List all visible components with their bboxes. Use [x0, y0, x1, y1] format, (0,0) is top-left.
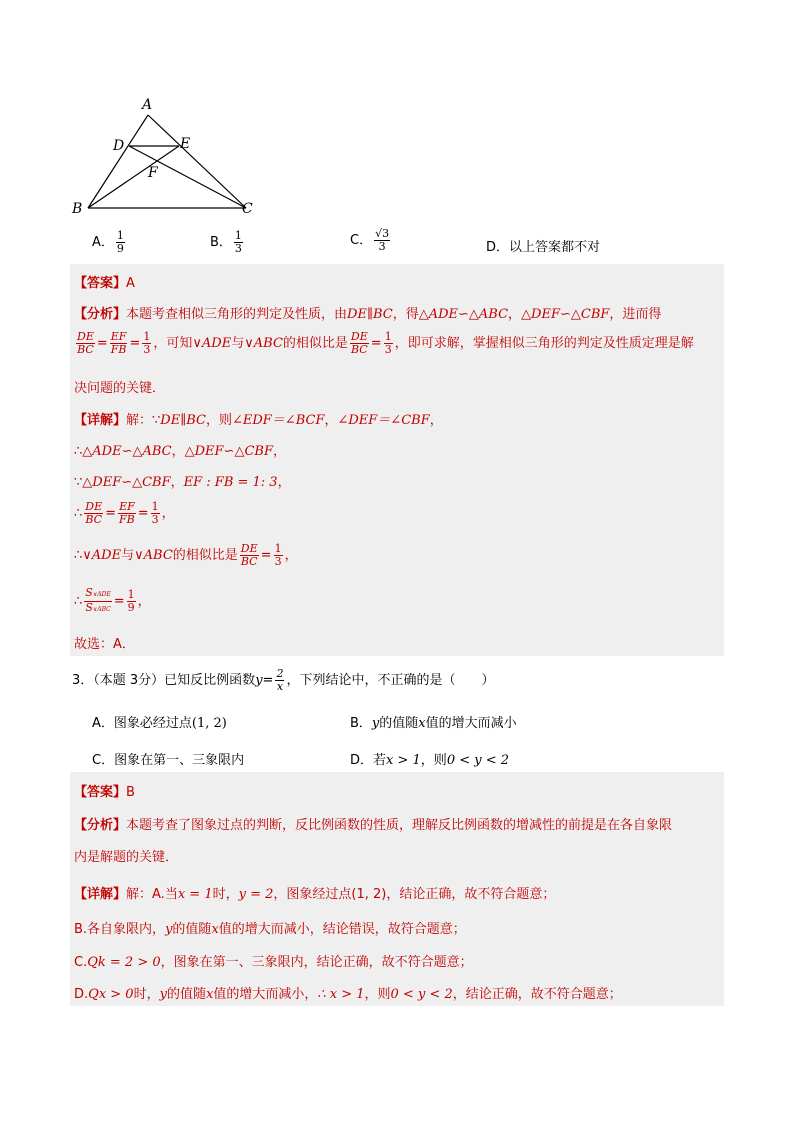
- label-e: E: [180, 136, 191, 152]
- q2-solution-box: [70, 264, 724, 656]
- q3-answer: 【答案】B: [74, 785, 135, 800]
- q3-detail-line4: D.Qx > 0时，y的值随x值的增大而减小，∴ x > 1，则0 < y < 2，结论正确，故不符合题意；: [74, 987, 622, 1002]
- q2-detail-line5: ∴∨ADE与∨ABC的相似比是 $\frac{DE}{BC}$ = $\frac{1}{3}$ ，: [74, 542, 298, 568]
- side-ab: [88, 115, 148, 208]
- triangle-figure: [60, 90, 280, 220]
- q2-analysis-line1: 【分析】本题考查相似三角形的判定及性质，由DE∥BC，得△ADE∽△ABC，△DEF∽△CBF，进而得: [74, 307, 662, 322]
- segment-dc: [129, 146, 246, 208]
- q2-detail-line3: ∵△DEF∽△CBF，EF : FB = 1: 3，: [74, 475, 291, 490]
- q2-detail-line4: ∴ $\frac{DE}{BC}$ = $\frac{EF}{FB}$ = $\frac{1}{3}$ ，: [74, 500, 175, 526]
- q2-detail-line1: 【详解】解：∵DE∥BC，则∠EDF＝∠BCF，∠DEF＝∠CBF，: [74, 413, 443, 428]
- q3-detail-line3: C.Qk = 2 > 0，图象在第一、三象限内，结论正确，故不符合题意；: [74, 955, 473, 970]
- q3-analysis-line2: 内是解题的关键．: [74, 850, 179, 865]
- side-ac: [148, 115, 246, 208]
- q2-option-c: C． $\frac{√3}{3}$: [350, 227, 390, 253]
- q3-analysis-line1: 【分析】本题考查了图象过点的判断，反比例函数的性质，理解反比例函数的增减性的前提是在各自象限: [74, 818, 673, 833]
- q3-stem: 3．（本题 3分）已知反比例函数y= $\frac{2}{x}$ ，下列结论中，不正确的是（ ）: [72, 667, 495, 693]
- q3-option-d: D．若x > 1，则0 < y < 2: [350, 753, 510, 768]
- q2-detail-line7: 故选：A．: [74, 637, 135, 652]
- label-a: A: [142, 97, 153, 113]
- q3-detail-line1: 【详解】解：A.当x = 1时，y = 2，图象经过点(1, 2)，结论正确，故不符合题意；: [74, 887, 556, 902]
- q3-option-a: A．图象必经过点(1, 2): [92, 716, 227, 731]
- q2-option-a: A． $\frac{1}{9}$: [92, 229, 124, 255]
- q2-option-d: D．以上答案都不对: [486, 240, 601, 255]
- label-f: F: [148, 165, 158, 181]
- q2-detail-line6: ∴ $\frac{\text{S∨ADE}}{\text{S∨ABC}}$ = $\frac{1}{9}$ ，: [74, 586, 151, 614]
- q3-option-b: B．y的值随x值的增大而减小: [350, 716, 517, 731]
- label-b: B: [72, 201, 83, 217]
- q2-detail-line2: ∴△ADE∽△ABC，△DEF∽△CBF，: [74, 444, 286, 459]
- segment-eb: [88, 146, 179, 208]
- label-d: D: [113, 138, 125, 154]
- label-c: C: [242, 201, 253, 217]
- q3-detail-line2: B.各自象限内，y的值随x值的增大而减小，结论错误，故符合题意；: [74, 922, 466, 937]
- q3-option-c: C．图象在第一、三象限内: [92, 753, 245, 768]
- q2-analysis-line3: 决问题的关键．: [74, 381, 166, 396]
- q2-option-b: B． $\frac{1}{3}$: [210, 229, 242, 255]
- q2-analysis-line2: $\frac{DE}{BC}$ = $\frac{EF}{FB}$ = $\frac{1}{3}$ ，可知∨ADE与∨ABC的相似比是 $\frac{DE}{BC}$ = $\frac{1}{3}$ ，即可求解，掌握相似三角形的判定及性质定理是解: [77, 330, 694, 356]
- q2-answer: 【答案】A: [74, 276, 135, 291]
